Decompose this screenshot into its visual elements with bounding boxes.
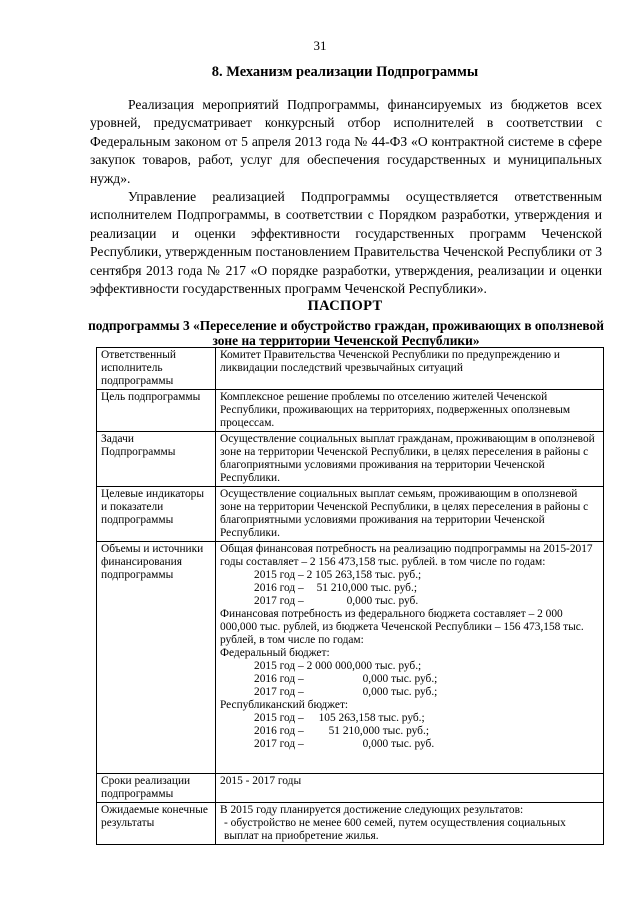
regional-line: 2015 год – 105 263,158 тыс. руб.; xyxy=(254,712,425,724)
row-value: Осуществление социальных выплат семьям, проживающим в оползневой зоне на территории Чеченской Республики, в целях переселения в районы с благоприятными условиями проживания на территории Чеченской Республики. xyxy=(216,487,604,542)
row-label: Целевые индикаторы и показатели подпрограммы xyxy=(97,487,216,542)
funding-total-line: 2015 год – 2 105 263,158 тыс. руб.; xyxy=(254,569,422,581)
table-row xyxy=(97,774,604,803)
row-value xyxy=(216,803,604,845)
row-label: Цель подпрограммы xyxy=(97,390,216,432)
passport-subtitle: подпрограммы 3 «Переселение и обустройство граждан, проживающих в оползневой зоне на территории Чеченской Республики» xyxy=(88,318,604,348)
row-value: Комитет Правительства Чеченской Республики по предупреждению и ликвидации последствий чрезвычайных ситуаций xyxy=(216,348,604,390)
federal-budget-label: Федеральный бюджет: xyxy=(220,647,330,659)
funding-total-line: 2016 год – 51 210,000 тыс. руб.; xyxy=(254,582,417,594)
federal-line: 2017 год – 0,000 тыс. руб.; xyxy=(254,686,438,698)
paragraph-2: Управление реализацией Подпрограммы осуществляется ответственным исполнителем Подпрограммы, в соответствии с Порядком разработки, утверждения и реализации и оценки эффективности государственных программ Чеченской Республики, утвержденным постановлением Правительства Чеченской Республики от 3 сентября 2013 года № 217 «О порядке разработки, утверждения, реализации и оценки эффективности государственных программ Чеченской Республики». xyxy=(90,189,602,297)
table-row xyxy=(97,542,604,774)
funding-federal-intro: Финансовая потребность из федерального бюджета составляет – 2 000 000,000 тыс. рублей, из бюджета Чеченской Республики – 156 473,158 тыс. рублей, в том числе по годам: xyxy=(220,608,584,646)
row-label: Объемы и источники финансирования подпрограммы xyxy=(97,542,216,774)
federal-line: 2015 год – 2 000 000,000 тыс. руб.; xyxy=(254,660,422,672)
regional-line: 2016 год – 51 210,000 тыс. руб.; xyxy=(254,725,429,737)
funding-value xyxy=(216,542,604,774)
regional-line: 2017 год – 0,000 тыс. руб. xyxy=(254,738,435,750)
paragraph-1: Реализация мероприятий Подпрограммы, финансируемых из бюджетов всех уровней, предусматривает конкурсный отбор исполнителей в соответствии с Федеральным законом от 5 апреля 2013 года № 44-ФЗ «О контрактной системе в сфере закупок товаров, работ, услуг для обеспечения государственных и муниципальных нужд». xyxy=(90,97,602,186)
row-label: Сроки реализации подпрограммы xyxy=(97,774,216,803)
table-row xyxy=(97,390,604,432)
row-label: Ожидаемые конечные результаты xyxy=(97,803,216,845)
funding-intro: Общая финансовая потребность на реализацию подпрограммы на 2015-2017 годы составляет – 2 156 473,158 тыс. рублей. в том числе по годам: xyxy=(220,543,593,568)
passport-table xyxy=(96,347,604,845)
row-value: 2015 - 2017 годы xyxy=(216,774,604,803)
table-row xyxy=(97,432,604,487)
row-label: Ответственный исполнитель подпрограммы xyxy=(97,348,216,390)
row-value: Осуществление социальных выплат гражданам, проживающим в оползневой зоне на территории Чеченской Республики, в целях переселения в районы с благоприятными условиями проживания на территории Чеченской Республики. xyxy=(216,432,604,487)
section-title: 8. Механизм реализации Подпрограммы xyxy=(211,64,479,80)
table-row xyxy=(97,487,604,542)
table-row xyxy=(97,348,604,390)
federal-line: 2016 год – 0,000 тыс. руб.; xyxy=(254,673,438,685)
passport-title: ПАСПОРТ xyxy=(307,298,383,314)
results-line-1: В 2015 году планируется достижение следующих результатов: xyxy=(220,804,524,816)
regional-budget-label: Республиканский бюджет: xyxy=(220,699,349,711)
funding-total-line: 2017 год – 0,000 тыс. руб. xyxy=(254,595,419,607)
table-row xyxy=(97,803,604,845)
page-number: 31 xyxy=(313,38,327,53)
results-line-2: - обустройство не менее 600 семей, путем осуществления социальных выплат на приобретение жилья. xyxy=(224,817,566,842)
row-value: Комплексное решение проблемы по отселению жителей Чеченской Республики, проживающих на территориях, подверженных оползневым процессам. xyxy=(216,390,604,432)
row-label: Задачи Подпрограммы xyxy=(97,432,216,487)
